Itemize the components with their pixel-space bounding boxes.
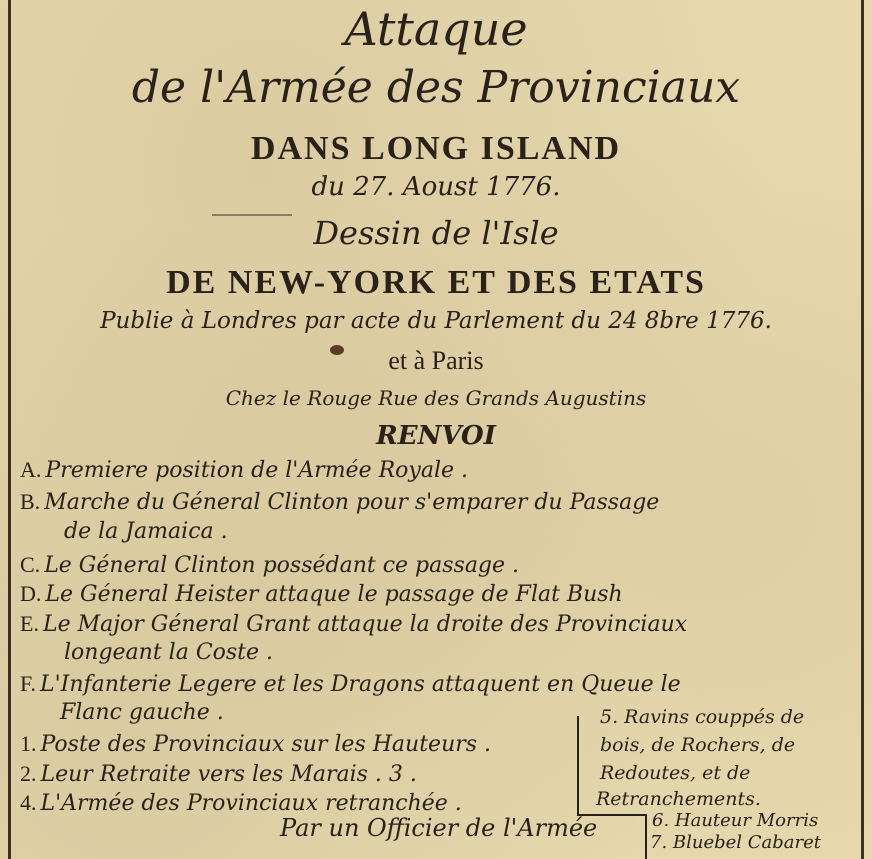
numbered-number: 2. — [20, 761, 37, 786]
legend-item — [64, 640, 273, 665]
numbered-number: 4. — [20, 790, 37, 815]
legend-item — [20, 671, 681, 697]
legend-letter: D. — [20, 581, 42, 606]
numbered-item — [20, 731, 491, 757]
signature: Par un Officier de l'Armée — [280, 814, 598, 842]
right-note: 6. Hauteur Morris — [652, 810, 819, 831]
numbered-text: Leur Retraite vers les Marais . 3 . — [40, 762, 417, 787]
legend-letter: C. — [20, 552, 41, 577]
right-note: 7. Bluebel Cabaret — [650, 832, 822, 853]
legend-item — [64, 519, 228, 544]
subtitle-line: Dessin de l'Isle — [313, 214, 559, 252]
title-line-2: de l'Armée des Provinciaux — [131, 62, 741, 113]
renvoi-heading: RENVOI — [376, 421, 496, 451]
legend-text: Premiere position de l'Armée Royale . — [45, 458, 468, 483]
numbered-text: L'Armée des Provinciaux retranchée . — [40, 791, 462, 816]
legend-item — [20, 581, 623, 607]
legend-text: Le Géneral Clinton possédant ce passage . — [44, 553, 520, 578]
numbered-item — [20, 790, 462, 816]
legend-item — [20, 611, 687, 637]
legend-text: Le Géneral Heister attaque le passage de Flat Bush — [45, 582, 623, 607]
legend-text: Marche du Géneral Clinton pour s'emparer du Passage — [44, 490, 660, 515]
title-line-6: DE NEW-YORK ET DES ETATS — [166, 264, 706, 301]
legend-item — [20, 457, 468, 483]
legend-letter: B. — [20, 489, 41, 514]
numbered-number: 1. — [20, 731, 37, 756]
right-note: Redoutes, et de — [600, 762, 751, 784]
right-note: 5. Ravins couppés de — [600, 706, 805, 728]
title-line-1: Attaque — [344, 2, 528, 56]
numbered-text: Poste des Provinciaux sur les Hauteurs . — [40, 732, 492, 757]
box-divider-vertical — [577, 716, 579, 816]
box-divider-vertical-lower — [645, 814, 647, 859]
paris-line: et à Paris — [388, 346, 484, 375]
publisher-line: Chez le Rouge Rue des Grands Augustins — [225, 386, 647, 410]
legend-item — [60, 700, 224, 725]
publication-line: Publie à Londres par acte du Parlement du 24 8bre 1776. — [100, 308, 772, 334]
legend-letter: F. — [20, 671, 36, 696]
date-line: du 27. Aoust 1776. — [311, 172, 561, 202]
legend-text: longeant la Coste . — [64, 640, 274, 665]
numbered-item — [20, 761, 417, 787]
legend-text: de la Jamaica . — [64, 519, 228, 544]
right-note: Retranchements. — [596, 788, 761, 810]
legend-item — [20, 552, 519, 578]
legend-text: L'Infanterie Legere et les Dragons attaquent en Queue le — [39, 672, 681, 697]
legend-text: Flanc gauche . — [60, 700, 224, 725]
legend-item — [20, 489, 659, 515]
legend-text: Le Major Géneral Grant attaque la droite des Provinciaux — [42, 612, 688, 637]
right-note: bois, de Rochers, de — [600, 734, 796, 756]
legend-letter: A. — [20, 457, 42, 482]
legend-letter: E. — [20, 611, 39, 636]
title-line-3: DANS LONG ISLAND — [250, 130, 622, 167]
